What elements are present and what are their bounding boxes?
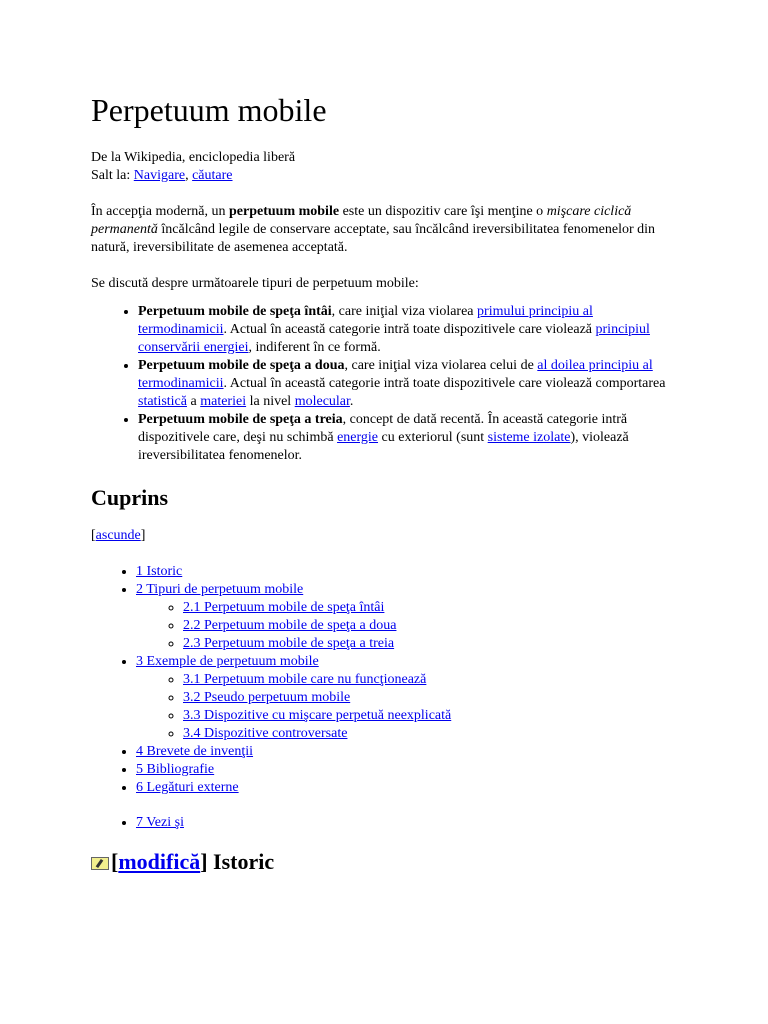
toc-hide-link[interactable]: ascunde [95, 528, 141, 543]
list-item: • Perpetuum mobile de speţa a treia, concept de dată recentă. În această categorie intră dispozitivele care, deşi nu schimbă energie cu exteriorul (sunt sisteme izolate), violează ireversibilitatea fenomenelor. [138, 411, 681, 465]
toc-subitem [183, 617, 681, 635]
toc-link[interactable]: 2.3 Perpetuum mobile de speţa a treia [183, 636, 395, 651]
toc-link[interactable]: 3.2 Pseudo perpetuum mobile [183, 690, 351, 705]
link-sisteme-izolate[interactable]: sisteme izolate [487, 430, 571, 445]
tagline: De la Wikipedia, enciclopedia liberă [91, 150, 296, 165]
toc-link[interactable]: 3 Exemple de perpetuum mobile [136, 654, 319, 669]
toc-link[interactable]: 2 Tipuri de perpetuum mobile [136, 582, 304, 597]
toc-link[interactable]: 3.4 Dispozitive controversate [183, 726, 348, 741]
jump-links: Salt la: Navigare, căutare [91, 168, 233, 183]
toc-link[interactable]: 3.1 Perpetuum mobile care nu funcţionează [183, 672, 427, 687]
edit-pencil-icon[interactable] [91, 857, 109, 870]
link-statistica[interactable]: statistică [138, 394, 187, 409]
toc-toggle: [ascunde] [91, 528, 146, 543]
toc-list [91, 563, 681, 797]
section-heading-istoric: [modifică] Istoric [91, 849, 681, 875]
jump-search-link[interactable]: căutare [192, 168, 233, 183]
jump-navigation-link[interactable]: Navigare [133, 168, 186, 183]
types-list [91, 303, 681, 465]
toc-item-vezi [136, 814, 681, 832]
toc-sublist [136, 671, 681, 743]
toc-link[interactable]: 6 Legături externe [136, 780, 239, 795]
toc-subitem [183, 671, 681, 689]
list-item: • Perpetuum mobile de speţa a doua, care iniţial viza violarea celui de al doilea principiu al termodinamicii. Actual în această categorie intră toate dispozitivele care violează comportarea statistică a materiei la nivel molecular. [138, 357, 681, 411]
toc-subitem [183, 599, 681, 617]
toc-subitem [183, 707, 681, 725]
article-content [91, 92, 681, 875]
intro-paragraph: În accepţia modernă, un perpetuum mobile este un dispozitiv care îşi menţine o mişcare ciclică permanentă încălcând legile de conservare acceptate, sau încălcând ireversibilitatea fenomenelor din natură, ireversibilitate de asemenea acceptată. [91, 204, 656, 255]
toc-item-brevete [136, 743, 681, 761]
toc-subitem [183, 689, 681, 707]
toc-link[interactable]: 1 Istoric [136, 564, 183, 579]
toc-link[interactable]: 4 Brevete de invenţii [136, 744, 254, 759]
link-conservarea-energiei[interactable]: principiul conservării energiei [138, 322, 650, 355]
toc-subitem [183, 725, 681, 743]
link-al-doilea-principiu[interactable]: al doilea principiu al termodinamicii [138, 358, 653, 391]
toc-link[interactable]: 7 Vezi şi [136, 815, 184, 830]
toc-link[interactable]: 5 Bibliografie [136, 762, 215, 777]
toc-subitem [183, 635, 681, 653]
toc-link[interactable]: 3.3 Dispozitive cu mişcare perpetuă neexplicată [183, 708, 452, 723]
toc-item-bibliografie [136, 761, 681, 779]
link-energie[interactable]: energie [337, 430, 379, 445]
toc-link[interactable]: 2.2 Perpetuum mobile de speţa a doua [183, 618, 397, 633]
toc-list-extra [91, 814, 681, 832]
toc-item-istoric [136, 563, 681, 581]
section-title: Istoric [213, 849, 275, 874]
toc-sublist [136, 599, 681, 653]
toc-item-exemple [136, 653, 681, 743]
toc-link[interactable]: 2.1 Perpetuum mobile de speţa întâi [183, 600, 385, 615]
toc-heading: Cuprins [91, 485, 169, 510]
link-materiei[interactable]: materiei [200, 394, 247, 409]
link-primul-principiu[interactable]: primului principiu al termodinamicii [138, 304, 593, 337]
page-title: Perpetuum mobile [91, 92, 327, 128]
link-molecular[interactable]: molecular [294, 394, 350, 409]
toc-item-tipuri [136, 581, 681, 653]
edit-section-link[interactable]: modifică [118, 849, 201, 874]
toc-item-legaturi [136, 779, 681, 797]
types-intro: Se discută despre următoarele tipuri de perpetuum mobile: [91, 276, 419, 291]
list-item: • Perpetuum mobile de speţa întâi, care iniţial viza violarea primului principiu al termodinamicii. Actual în această categorie intră toate dispozitivele care violează principiul conservării energiei, indiferent în ce formă. [138, 303, 681, 357]
